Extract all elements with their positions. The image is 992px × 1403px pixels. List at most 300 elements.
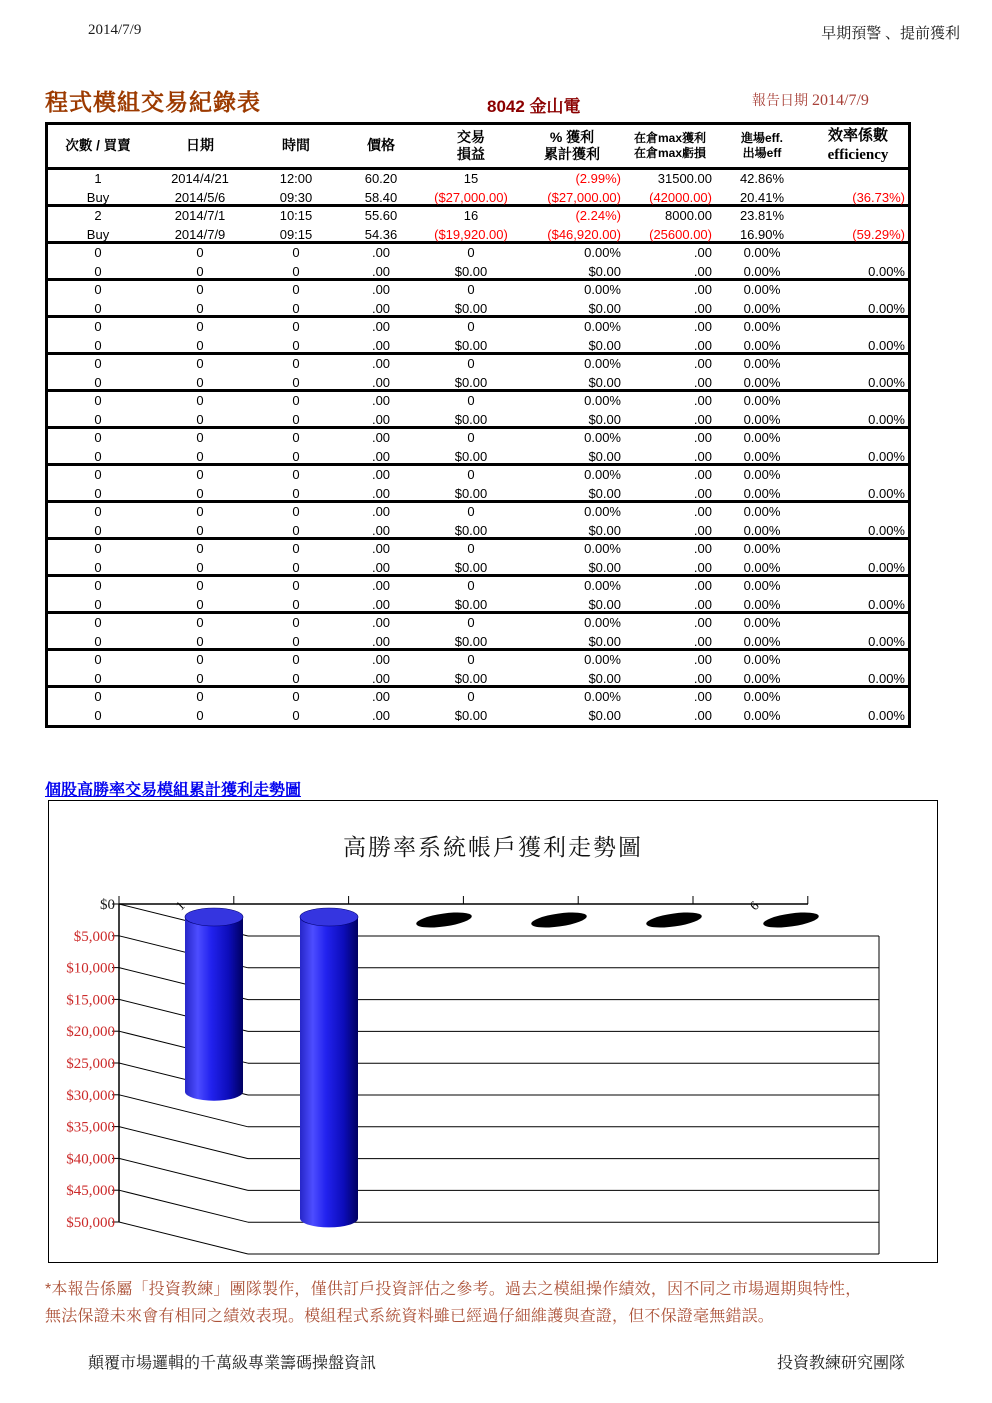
table-cell: .00 <box>371 615 391 630</box>
table-cell: .00 <box>693 393 712 408</box>
table-cell: 0.00% <box>743 615 781 630</box>
header-cell-5: 交易 損益 <box>457 128 485 162</box>
table-cell: 0 <box>94 652 102 667</box>
table-cell: (2.24%) <box>575 208 621 223</box>
table-cell: 0 <box>94 670 102 686</box>
table-cell: $0.00 <box>454 670 488 686</box>
table-cell: 0 <box>94 300 102 316</box>
table-cell: .00 <box>371 652 391 667</box>
trade-block-2 <box>48 207 908 244</box>
table-cell: $0.00 <box>454 374 488 390</box>
table-cell: 0 <box>196 467 204 482</box>
table-cell: 0.00% <box>868 263 905 279</box>
table-cell: 0.00% <box>743 411 781 427</box>
table-cell: .00 <box>371 559 391 575</box>
table-cell: .00 <box>693 485 712 501</box>
table-cell: 0 <box>196 356 204 371</box>
table-cell: $0.00 <box>454 337 488 353</box>
report-date-label: 報告日期 <box>752 92 808 108</box>
table-cell: 0 <box>292 300 300 316</box>
table-cell: 54.36 <box>364 226 398 242</box>
table-cell: 0 <box>292 633 300 649</box>
table-cell: 0.00% <box>868 374 905 390</box>
table-cell: 0.00% <box>743 633 781 649</box>
table-cell: 0.00% <box>584 393 621 408</box>
table-cell: 0.00% <box>584 319 621 334</box>
table-row <box>48 707 908 726</box>
table-row <box>48 281 908 300</box>
table-cell: 1 <box>94 171 102 186</box>
table-cell: 0 <box>292 522 300 538</box>
table-cell: 0.00% <box>743 670 781 686</box>
table-cell: .00 <box>693 430 712 445</box>
table-cell: 0 <box>94 430 102 445</box>
table-cell: 0 <box>196 559 204 575</box>
table-cell: 0 <box>292 467 300 482</box>
table-cell: 0.00% <box>584 578 621 593</box>
table-cell: 0 <box>196 337 204 353</box>
table-cell: 0 <box>94 393 102 408</box>
table-cell: (36.73%) <box>852 189 905 205</box>
footer-right-team: 投資教練研究團隊 <box>776 1355 905 1372</box>
table-cell: .00 <box>371 374 391 390</box>
svg-text:$15,000: $15,000 <box>66 992 115 1009</box>
table-cell: 0 <box>292 670 300 686</box>
empty-block <box>48 244 908 281</box>
table-cell: $0.00 <box>454 263 488 279</box>
header-cell-6: % 獲利 累計獲利 <box>544 128 600 162</box>
table-cell: 0 <box>292 430 300 445</box>
table-cell: 0.00% <box>868 707 905 723</box>
table-cell: 0.00% <box>743 522 781 538</box>
table-cell: 58.40 <box>364 189 398 205</box>
table-cell: 0 <box>467 504 475 519</box>
table-row <box>48 392 908 411</box>
table-cell: 0 <box>467 615 475 630</box>
table-cell: .00 <box>693 300 712 316</box>
table-cell: 0 <box>292 559 300 575</box>
table-cell: .00 <box>693 559 712 575</box>
table-cell: 0 <box>196 522 204 538</box>
table-cell: 42.86% <box>739 171 785 186</box>
chart-title: 高勝率系統帳戶獲利走勢圖 <box>343 835 643 860</box>
table-cell: .00 <box>371 245 391 260</box>
table-cell: .00 <box>693 541 712 556</box>
table-cell: .00 <box>371 522 391 538</box>
svg-text:$25,000: $25,000 <box>66 1056 115 1072</box>
table-cell: 10:15 <box>279 208 313 223</box>
svg-text:6: 6 <box>746 897 762 914</box>
header-cell-7: 在倉max獲利 在倉max虧損 <box>633 131 707 160</box>
table-cell: $0.00 <box>588 596 621 612</box>
table-cell: .00 <box>693 615 712 630</box>
stock-code: 8042 金山電 <box>487 97 581 116</box>
table-cell: 0 <box>94 615 102 630</box>
table-cell: ($27,000.00) <box>434 189 508 205</box>
table-cell: ($19,920.00) <box>434 226 508 242</box>
table-row <box>48 263 908 282</box>
table-cell: 0 <box>94 707 102 723</box>
table-cell: 0.00% <box>743 504 781 519</box>
table-cell: .00 <box>371 633 391 649</box>
table-cell: 0 <box>292 707 300 723</box>
table-row <box>48 170 908 189</box>
table-cell <box>808 207 908 226</box>
table-cell: 0.00% <box>743 578 781 593</box>
table-row <box>48 466 908 485</box>
table-cell: 0 <box>196 393 204 408</box>
table-cell: 0 <box>292 504 300 519</box>
table-cell: $0.00 <box>454 300 488 316</box>
table-cell: $0.00 <box>588 337 621 353</box>
table-row <box>48 485 908 504</box>
table-cell: $0.00 <box>588 559 621 575</box>
table-cell: 0 <box>292 652 300 667</box>
table-cell: .00 <box>371 300 391 316</box>
profit-chart-svg <box>49 801 937 1262</box>
table-cell: 0 <box>467 689 475 704</box>
table-cell: 0.00% <box>743 245 781 260</box>
table-cell: .00 <box>693 467 712 482</box>
table-cell: 0 <box>292 596 300 612</box>
table-cell: 0 <box>292 578 300 593</box>
table-cell: 0 <box>292 448 300 464</box>
table-cell: 0 <box>292 541 300 556</box>
table-cell: 0.00% <box>743 356 781 371</box>
table-cell: 0 <box>467 578 475 593</box>
table-cell: 0 <box>94 374 102 390</box>
table-cell: 0 <box>196 541 204 556</box>
table-cell <box>808 281 908 300</box>
svg-text:$20,000: $20,000 <box>66 1024 115 1041</box>
report-date-value: 2014/7/9 <box>812 92 869 109</box>
table-cell: 0.00% <box>584 504 621 519</box>
table-cell: $0.00 <box>588 411 621 427</box>
table-cell: 0 <box>196 689 204 704</box>
table-cell: 0 <box>467 393 475 408</box>
svg-text:$0: $0 <box>100 897 115 913</box>
table-cell: 0.00% <box>743 448 781 464</box>
table-cell: 23.81% <box>739 208 785 223</box>
table-cell: $0.00 <box>454 596 488 612</box>
empty-block <box>48 540 908 577</box>
table-row <box>48 355 908 374</box>
table-cell: 0 <box>196 282 204 297</box>
table-cell: .00 <box>371 485 391 501</box>
table-row <box>48 189 908 208</box>
table-cell: 0.00% <box>868 411 905 427</box>
empty-block <box>48 392 908 429</box>
table-cell: $0.00 <box>588 374 621 390</box>
table-cell: .00 <box>693 337 712 353</box>
svg-text:$50,000: $50,000 <box>66 1215 115 1231</box>
table-cell: .00 <box>693 319 712 334</box>
table-cell: 0 <box>196 504 204 519</box>
table-cell: 0 <box>196 374 204 390</box>
table-cell: $0.00 <box>588 263 621 279</box>
chart-box <box>48 800 938 1263</box>
empty-block <box>48 651 908 688</box>
empty-block <box>48 577 908 614</box>
table-cell: 16.90% <box>739 226 785 242</box>
table-cell: 0 <box>196 578 204 593</box>
table-cell: 0 <box>94 245 102 260</box>
table-cell: 2014/7/1 <box>174 208 226 223</box>
table-cell: 0 <box>292 393 300 408</box>
table-cell: 0 <box>94 559 102 575</box>
table-cell: (25600.00) <box>649 226 712 242</box>
table-cell: 0 <box>94 504 102 519</box>
table-cell: 0.00% <box>584 245 621 260</box>
table-cell: .00 <box>371 282 391 297</box>
table-row <box>48 207 908 226</box>
table-cell: 0 <box>94 596 102 612</box>
table-cell: $0.00 <box>588 448 621 464</box>
table-cell: 09:30 <box>279 189 313 205</box>
table-cell: .00 <box>693 633 712 649</box>
table-cell: 0 <box>467 541 475 556</box>
table-cell: .00 <box>693 707 712 723</box>
header-cell-1: 次數 / 買賣 <box>65 137 131 153</box>
table-cell: 0.00% <box>868 670 905 686</box>
report-date <box>752 90 869 110</box>
table-cell: 0 <box>196 263 204 279</box>
empty-block <box>48 355 908 392</box>
table-cell: .00 <box>371 356 391 371</box>
table-cell: ($46,920.00) <box>547 226 621 242</box>
table-cell: 0.00% <box>743 707 781 723</box>
svg-text:$30,000: $30,000 <box>66 1087 115 1104</box>
header-cell-9: 效率係數 efficiency <box>827 127 889 163</box>
table-cell: 0.00% <box>743 319 781 334</box>
table-row <box>48 318 908 337</box>
table-cell: 31500.00 <box>657 171 712 186</box>
header-cell-2: 日期 <box>186 137 214 154</box>
table-cell: 0.00% <box>584 430 621 445</box>
table-cell: 0 <box>292 356 300 371</box>
table-cell: 0.00% <box>868 633 905 649</box>
table-cell: .00 <box>371 670 391 686</box>
table-cell: 12:00 <box>279 171 313 186</box>
table-cell: $0.00 <box>588 485 621 501</box>
svg-text:$10,000: $10,000 <box>66 960 115 977</box>
table-cell: 0.00% <box>868 485 905 501</box>
table-cell: 20.41% <box>739 189 785 205</box>
table-cell: .00 <box>693 578 712 593</box>
table-body <box>48 170 908 725</box>
table-cell: .00 <box>693 504 712 519</box>
table-cell: 0.00% <box>743 374 781 390</box>
table-cell: 0 <box>292 485 300 501</box>
table-cell: .00 <box>693 263 712 279</box>
table-cell: $0.00 <box>454 633 488 649</box>
table-cell: $0.00 <box>454 448 488 464</box>
table-cell <box>808 466 908 485</box>
table-cell <box>808 392 908 411</box>
table-row <box>48 633 908 652</box>
table-cell <box>808 170 908 189</box>
header-cell-4: 價格 <box>367 137 395 154</box>
table-cell: $0.00 <box>588 300 621 316</box>
table-cell: $0.00 <box>454 522 488 538</box>
table-row <box>48 244 908 263</box>
table-cell: 0 <box>196 245 204 260</box>
table-row <box>48 651 908 670</box>
table-cell <box>808 540 908 559</box>
svg-text:$35,000: $35,000 <box>66 1119 115 1136</box>
table-cell: (59.29%) <box>852 226 905 242</box>
table-cell: 0 <box>196 319 204 334</box>
trade-block-1 <box>48 170 908 207</box>
table-cell: 0 <box>292 411 300 427</box>
table-cell: 0 <box>467 652 475 667</box>
chart-link[interactable]: 個股高勝率交易模組累計獲利走勢圖 <box>45 782 302 799</box>
empty-block <box>48 429 908 466</box>
table-cell: 0.00% <box>743 430 781 445</box>
table-cell: .00 <box>693 356 712 371</box>
disclaimer-line-2: 無法保證未來會有相同之績效表現。模組程式系統資料雖已經過仔細維護與查證，但不保證毫無錯誤。 <box>45 1308 775 1325</box>
table-cell: 0.00% <box>584 541 621 556</box>
table-cell: 0.00% <box>868 596 905 612</box>
table-cell: 0 <box>94 411 102 427</box>
table-cell <box>808 577 908 596</box>
report-title: 程式模組交易紀錄表 <box>45 89 261 115</box>
table-cell: 0.00% <box>743 689 781 704</box>
table-cell <box>808 355 908 374</box>
table-cell: .00 <box>371 411 391 427</box>
table-cell: 09:15 <box>279 226 313 242</box>
table-cell: 0.00% <box>743 485 781 501</box>
table-cell: 15 <box>463 171 479 186</box>
table-cell: $0.00 <box>454 707 488 723</box>
table-cell: .00 <box>693 374 712 390</box>
table-cell: .00 <box>371 707 391 723</box>
table-cell: .00 <box>693 522 712 538</box>
table-row <box>48 374 908 393</box>
empty-block <box>48 466 908 503</box>
table-cell: .00 <box>693 670 712 686</box>
table-cell: .00 <box>693 652 712 667</box>
table-cell: .00 <box>693 245 712 260</box>
table-cell: 16 <box>463 208 479 223</box>
table-cell: .00 <box>371 578 391 593</box>
table-cell: 0.00% <box>743 596 781 612</box>
footer-left-slogan: 顛覆市場邏輯的千萬級專業籌碼操盤資訊 <box>88 1355 377 1372</box>
table-cell: .00 <box>371 504 391 519</box>
table-cell: 0.00% <box>868 448 905 464</box>
table-cell: 0.00% <box>584 615 621 630</box>
table-row <box>48 503 908 522</box>
table-cell: 0 <box>467 356 475 371</box>
table-cell: 0 <box>292 337 300 353</box>
table-cell: 0 <box>94 485 102 501</box>
table-cell: Buy <box>86 189 110 205</box>
page-header-slogan: 早期預警 、提前獲利 <box>821 26 960 42</box>
table-cell: .00 <box>371 541 391 556</box>
table-row <box>48 522 908 541</box>
table-cell: 2014/7/9 <box>174 226 226 242</box>
table-row <box>48 614 908 633</box>
svg-text:$40,000: $40,000 <box>66 1151 115 1168</box>
table-cell: 8000.00 <box>665 208 712 223</box>
table-cell: (42000.00) <box>649 189 712 205</box>
table-cell: 0.00% <box>743 282 781 297</box>
table-cell: 2 <box>94 208 102 223</box>
table-cell: 0.00% <box>743 559 781 575</box>
table-cell: .00 <box>371 263 391 279</box>
table-row <box>48 226 908 245</box>
empty-block <box>48 503 908 540</box>
svg-text:$5,000: $5,000 <box>73 928 115 945</box>
table-cell: 0 <box>94 319 102 334</box>
table-cell: 0 <box>196 615 204 630</box>
table-cell: $0.00 <box>454 559 488 575</box>
table-cell: 0.00% <box>584 282 621 297</box>
table-cell: .00 <box>693 282 712 297</box>
table-cell: .00 <box>371 337 391 353</box>
table-cell: 0 <box>94 448 102 464</box>
table-cell: 0 <box>196 652 204 667</box>
table-cell: .00 <box>693 448 712 464</box>
table-cell <box>808 688 908 707</box>
table-cell: 0 <box>467 245 475 260</box>
table-cell: $0.00 <box>588 707 621 723</box>
table-row <box>48 540 908 559</box>
table-cell: 0 <box>467 430 475 445</box>
table-cell: 0.00% <box>584 652 621 667</box>
table-cell: 0 <box>94 578 102 593</box>
table-cell: 55.60 <box>364 208 398 223</box>
empty-block <box>48 318 908 355</box>
header-cell-3: 時間 <box>282 137 310 154</box>
table-cell: 0 <box>94 689 102 704</box>
table-cell <box>808 614 908 633</box>
svg-text:1: 1 <box>172 897 188 914</box>
table-cell: $0.00 <box>454 411 488 427</box>
table-cell: 0 <box>467 467 475 482</box>
table-cell: 0 <box>196 633 204 649</box>
table-cell: 0 <box>94 541 102 556</box>
table-cell: 0 <box>196 411 204 427</box>
empty-block <box>48 614 908 651</box>
page-header-date: 2014/7/9 <box>88 22 142 38</box>
table-row <box>48 688 908 707</box>
table-row <box>48 577 908 596</box>
table-cell: 0.00% <box>868 300 905 316</box>
table-cell: .00 <box>371 448 391 464</box>
table-cell: 0.00% <box>743 337 781 353</box>
table-cell: 60.20 <box>364 171 398 186</box>
table-cell: 0 <box>292 689 300 704</box>
table-cell: 0 <box>467 319 475 334</box>
table-cell: 0.00% <box>743 393 781 408</box>
table-cell: 0 <box>94 522 102 538</box>
table-cell: 0.00% <box>868 337 905 353</box>
table-row <box>48 300 908 319</box>
table-cell <box>808 318 908 337</box>
table-cell: $0.00 <box>588 522 621 538</box>
table-cell: $0.00 <box>588 670 621 686</box>
table-cell: 0 <box>94 263 102 279</box>
header-cell-8: 進場eff. 出場eff <box>740 131 783 160</box>
table-cell: .00 <box>693 689 712 704</box>
table-cell: ($27,000.00) <box>547 189 621 205</box>
table-cell: 0.00% <box>584 467 621 482</box>
table-cell: Buy <box>86 226 110 242</box>
table-cell: 0 <box>292 615 300 630</box>
empty-block <box>48 688 908 725</box>
table-cell: 2014/4/21 <box>171 171 229 186</box>
